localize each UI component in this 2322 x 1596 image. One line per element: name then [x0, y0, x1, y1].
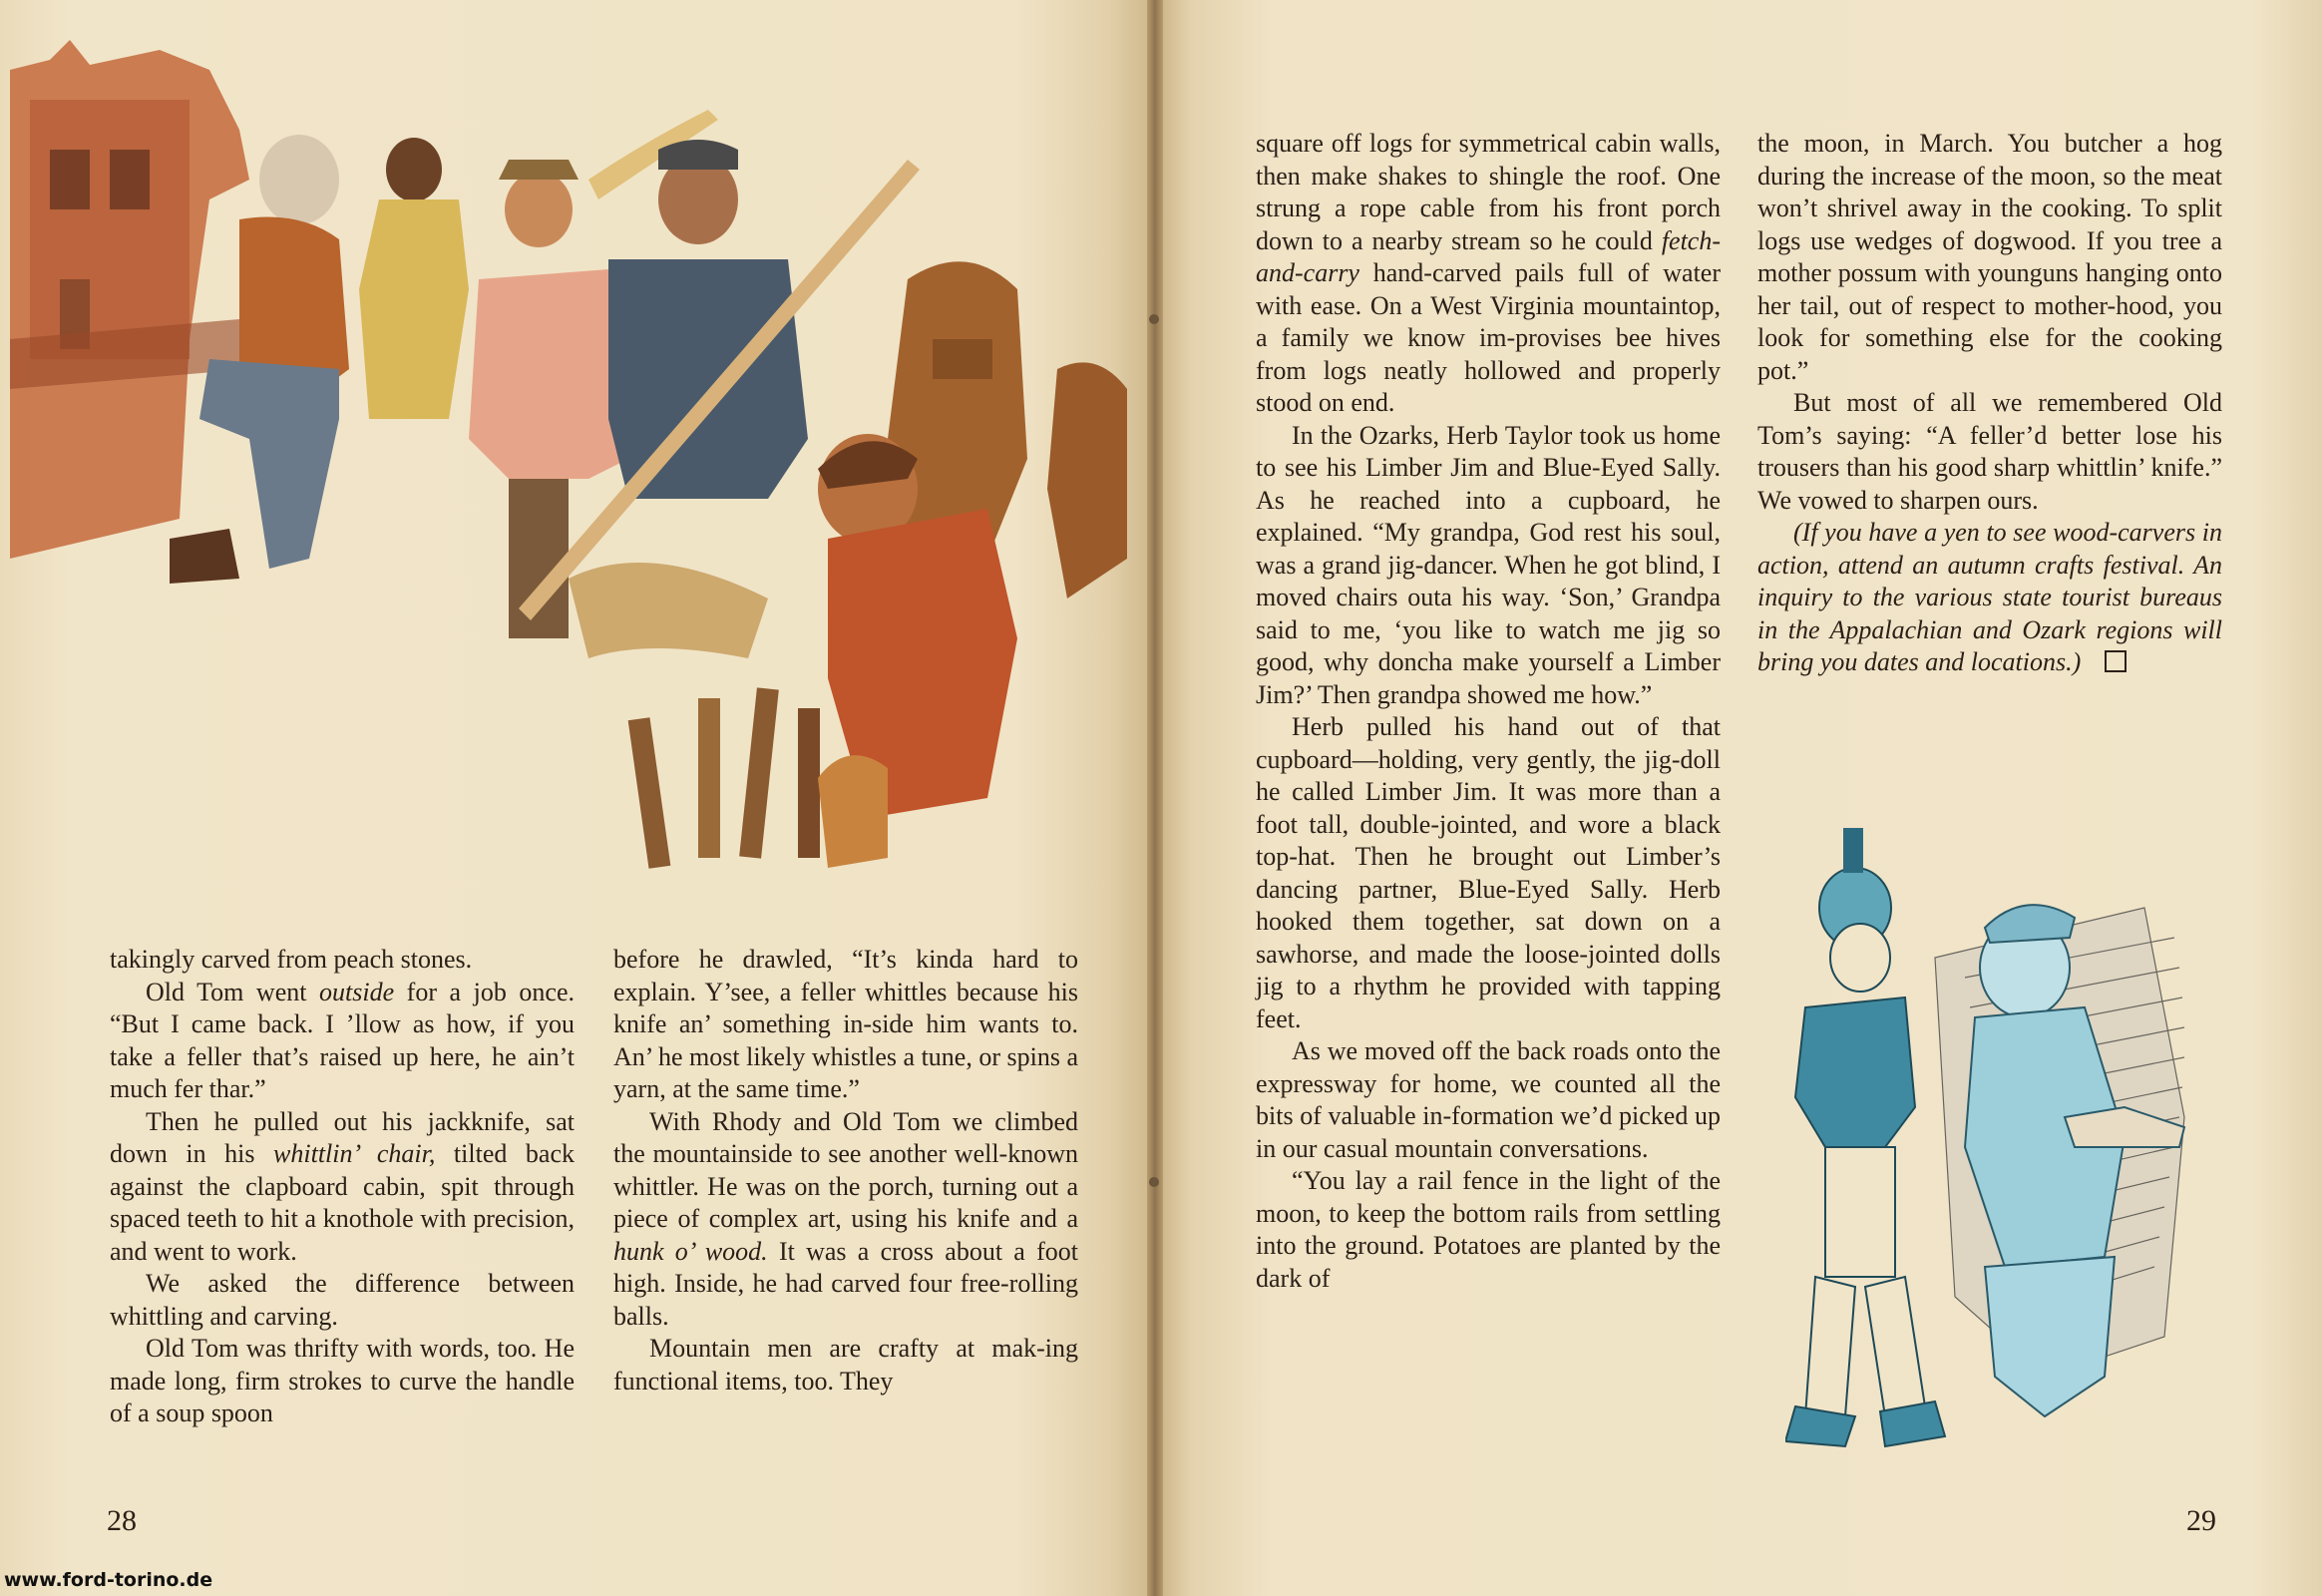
paragraph: We asked the difference between whittling and carving. [110, 1269, 575, 1331]
jig-doll-illustration [1785, 818, 2204, 1466]
right-page [1155, 0, 2322, 1596]
text-column-d [1757, 128, 2222, 679]
closing-note: (If you have a yen to see wood-carvers in action, attend an autumn crafts festival. An inquiry to the various state tourist bureaus in the Appalachian and Ozark regions will bring you dates and locations.) [1757, 518, 2222, 676]
text-column-c: square off logs for symmetrical cabin walls, then make shakes to shingle the roof. One strung a rope cable from his front porch down to a nearby stream so he could fetch-and-carry hand-carved pails full of water with ease. On a West Virginia mountaintop, a family we know im-provises bee hives from logs neatly hollowed and properly stood on end. In the Ozarks, Herb Taylor took us home to see his Limber Jim and Blue-Eyed Sally. As he reached into a cupboard, he explained. “My grandpa, God rest his soul, was a grand jig-dancer. When he got blind, I moved chairs outa his way. ‘Son,’ Grandpa said to me, ‘you like to watch me jig so good, why doncha make yourself a Limber Jim?’ Then grandpa showed me how.” Herb pulled his hand out of that cupboard—holding, very gently, the jig-doll he called Limber Jim. It was more than a foot tall, double-jointed, and wore a black top-hat. Then he brought out Limber’s dancing partner, Blue-Eyed Sally. Herb hooked them together, sat down on a sawhorse, and made the loose-jointed dolls jig to a rhythm he provided with tapping feet. As we moved off the back roads onto the expressway for home, we counted all the bits of valuable in-formation we’d picked up in our casual mountain conversations. “You lay a rail fence in the light of the moon, to keep the bottom rails from settling into the ground. Potatoes are planted by the dark of [1256, 129, 1721, 1293]
paragraph: takingly carved from peach stones. [110, 945, 473, 974]
paragraph: Old Tom was thrifty with words, too. He made long, firm strokes to curve the handle of a soup spoon [110, 1334, 575, 1427]
left-page [0, 0, 1155, 1596]
woodcarvers-illustration [10, 40, 1155, 878]
binding-staple [1149, 314, 1159, 324]
paragraph: “You lay a rail fence in the light of the moon, to keep the bottom rails from settling into the ground. Potatoes are planted by the dark of [1256, 1166, 1721, 1293]
end-mark-icon [2105, 650, 2127, 672]
text-column-b: before he drawled, “It’s kinda hard to explain. Y’see, a feller whittles because his knife an’ something in-side him wants to. An’ he most likely whistles a tune, or spins a yarn, at the same time.” With Rhody and Old Tom we climbed the mountainside to see another well-known whittler. He was on the porch, turning out a piece of complex art, using his knife and a hunk o’ wood. It was a cross about a foot high. Inside, he had carved four free-rolling balls. Mountain men are crafty at mak-ing functional items, too. They [613, 945, 1079, 1396]
emphasis: fetch-and-carry [1256, 225, 1721, 287]
emphasis: whittlin’ chair, [273, 1139, 436, 1168]
emphasis: outside [319, 977, 395, 1006]
page-number-left: 28 [107, 1504, 137, 1537]
paragraph: Herb pulled his hand out of that cupboard—holding, very gently, the jig-doll he called Limber Jim. It was more than a foot tall, double-jointed, and wore a black top-hat. Then he brought out Limber’s dancing partner, Blue-Eyed Sally. Herb hooked them together, sat down on a sawhorse, and made the loose-jointed dolls jig to a rhythm he provided with tapping feet. [1256, 712, 1721, 1033]
emphasis: hunk o’ wood. [613, 1236, 768, 1266]
binding-staple [1149, 1177, 1159, 1187]
paragraph: But most of all we remembered Old Tom’s saying: “A feller’d better lose his trousers than his good sharp whittlin’ knife.” We vowed to sharpen ours. [1757, 388, 2222, 515]
watermark: www.ford-torino.de [4, 1569, 213, 1591]
paragraph: before he drawled, “It’s kinda hard to explain. Y’see, a feller whittles because his knife an’ something in-side him wants to. An’ he most likely whistles a tune, or spins a yarn, at the same time.” [613, 945, 1079, 1103]
paragraph: As we moved off the back roads onto the expressway for home, we counted all the bits of valuable in-formation we’d picked up in our casual mountain conversations. [1256, 1036, 1721, 1163]
page-number-right: 29 [2186, 1504, 2216, 1537]
text-column-a: takingly carved from peach stones. Old Tom went outside for a job once. “But I came back. I ’llow as how, if you take a feller that’s raised up here, he ain’t much fer thar.” Then he pulled out his jackknife, sat down in his whittlin’ chair, tilted back against the clapboard cabin, spit through spaced teeth to hit a knothole with precision, and went to work. We asked the difference between whittling and carving. Old Tom was thrifty with words, too. He made long, firm strokes to curve the handle of a soup spoon [110, 945, 576, 1427]
paragraph: In the Ozarks, Herb Taylor took us home to see his Limber Jim and Blue-Eyed Sally. As he reached into a cupboard, he explained. “My grandpa, God rest his soul, was a grand jig-dancer. When he got blind, I moved chairs outa his way. ‘Son,’ Grandpa said to me, ‘you like to watch me jig so good, why doncha make yourself a Limber Jim?’ Then grandpa showed me how.” [1256, 420, 1721, 709]
paragraph: Mountain men are crafty at mak-ing functional items, too. They [613, 1334, 1078, 1396]
binding-gutter [1147, 0, 1163, 1596]
paragraph: the moon, in March. You butcher a hog during the increase of the moon, so the meat won’t shrivel away in the cooking. To split logs use wedges of dogwood. If you tree a mother possum with younguns hanging onto her tail, out of respect to mother-hood, you look for something else for the cooking pot.” [1757, 129, 2222, 385]
